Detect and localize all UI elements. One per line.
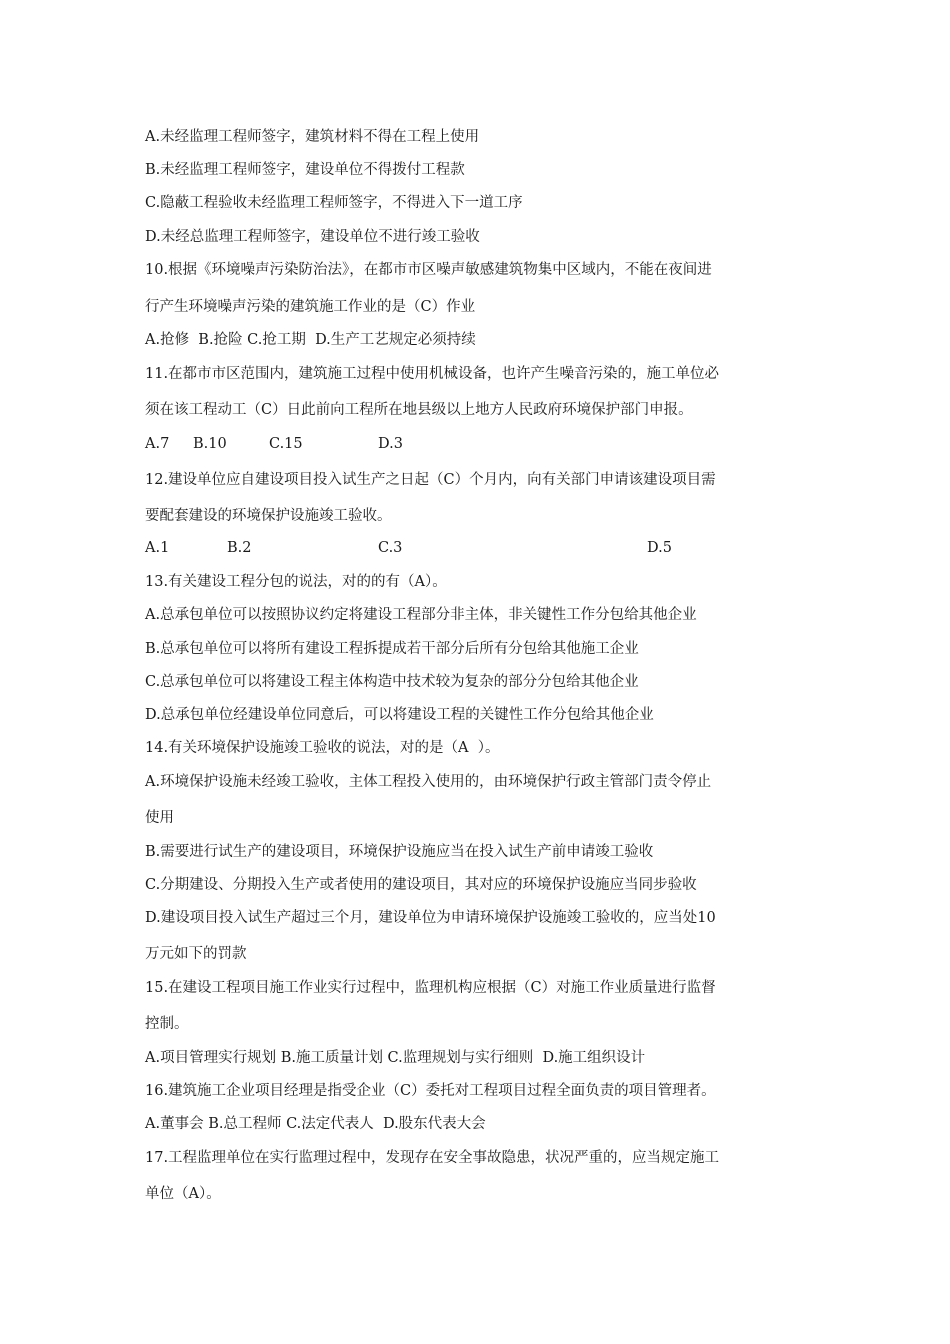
text-line: 万元如下的罚款: [145, 946, 247, 962]
text-line: A.未经监理工程师签字，建筑材料不得在工程上使用: [145, 129, 480, 145]
answer-option: D.3: [378, 436, 403, 452]
text-line: 16.建筑施工企业项目经理是指受企业（C）委托对工程项目过程全面负责的项目管理者。: [145, 1083, 716, 1099]
text-line: B.需要进行试生产的建设项目，环境保护设施应当在投入试生产前申请竣工验收: [145, 844, 654, 860]
text-line: 17.工程监理单位在实行监理过程中，发现存在安全事故隐患，状况严重的，应当规定施工: [145, 1150, 720, 1166]
text-line: 行产生环境噪声污染的建筑施工作业的是（C）作业: [145, 299, 476, 315]
answer-option: C.3: [378, 540, 403, 556]
answer-option: A.7: [145, 436, 170, 452]
text-line: 要配套建设的环境保护设施竣工验收。: [145, 508, 392, 524]
text-line: D.总承包单位经建设单位同意后，可以将建设工程的关键性工作分包给其他企业: [145, 707, 654, 723]
text-line: A.总承包单位可以按照协议约定将建设工程部分非主体，非关键性工作分包给其他企业: [145, 607, 697, 623]
text-line: 13.有关建设工程分包的说法，对的的有（A）。: [145, 574, 447, 590]
answer-options-row: [145, 434, 815, 454]
text-line: A.抢修 B.抢险 C.抢工期 D.生产工艺规定必须持续: [145, 332, 476, 348]
text-line: 控制。: [145, 1016, 189, 1032]
text-line: 11.在都市市区范围内，建筑施工过程中使用机械设备，也许产生噪音污染的，施工单位必: [145, 366, 720, 382]
answer-option: D.5: [647, 540, 672, 556]
text-line: D.建设项目投入试生产超过三个月，建设单位为申请环境保护设施竣工验收的，应当处10: [145, 910, 716, 926]
text-line: 15.在建设工程项目施工作业实行过程中，监理机构应根据（C）对施工作业质量进行监督: [145, 980, 716, 996]
text-line: 单位（A）。: [145, 1186, 221, 1202]
text-line: B.总承包单位可以将所有建设工程拆提成若干部分后所有分包给其他施工企业: [145, 641, 639, 657]
text-line: A.董事会 B.总工程师 C.法定代表人 D.股东代表大会: [145, 1116, 486, 1132]
text-line: 须在该工程动工（C）日此前向工程所在地县级以上地方人民政府环境保护部门申报。: [145, 402, 693, 418]
text-line: 10.根据《环境噪声污染防治法》，在都市市区噪声敏感建筑物集中区域内，不能在夜间进: [145, 262, 712, 278]
answer-option: B.10: [193, 436, 227, 452]
answer-options-row: [145, 538, 815, 558]
text-line: D.未经总监理工程师签字，建设单位不进行竣工验收: [145, 229, 480, 245]
text-line: 使用: [145, 810, 174, 826]
answer-option: C.15: [269, 436, 303, 452]
text-line: B.未经监理工程师签字，建设单位不得拨付工程款: [145, 162, 465, 178]
text-line: A.环境保护设施未经竣工验收，主体工程投入使用的，由环境保护行政主管部门责令停止: [145, 774, 712, 790]
text-line: A.项目管理实行规划 B.施工质量计划 C.监理规划与实行细则 D.施工组织设计: [145, 1050, 646, 1066]
text-line: 14.有关环境保护设施竣工验收的说法，对的是（A ）。: [145, 740, 500, 756]
answer-option: A.1: [145, 540, 170, 556]
answer-option: B.2: [227, 540, 252, 556]
text-line: 12.建设单位应自建设项目投入试生产之日起（C）个月内，向有关部门申请该建设项目需: [145, 472, 716, 488]
text-line: C.总承包单位可以将建设工程主体构造中技术较为复杂的部分分包给其他企业: [145, 674, 639, 690]
text-line: C.隐蔽工程验收未经监理工程师签字，不得进入下一道工序: [145, 195, 523, 211]
text-line: C.分期建设、分期投入生产或者使用的建设项目，其对应的环境保护设施应当同步验收: [145, 877, 697, 893]
